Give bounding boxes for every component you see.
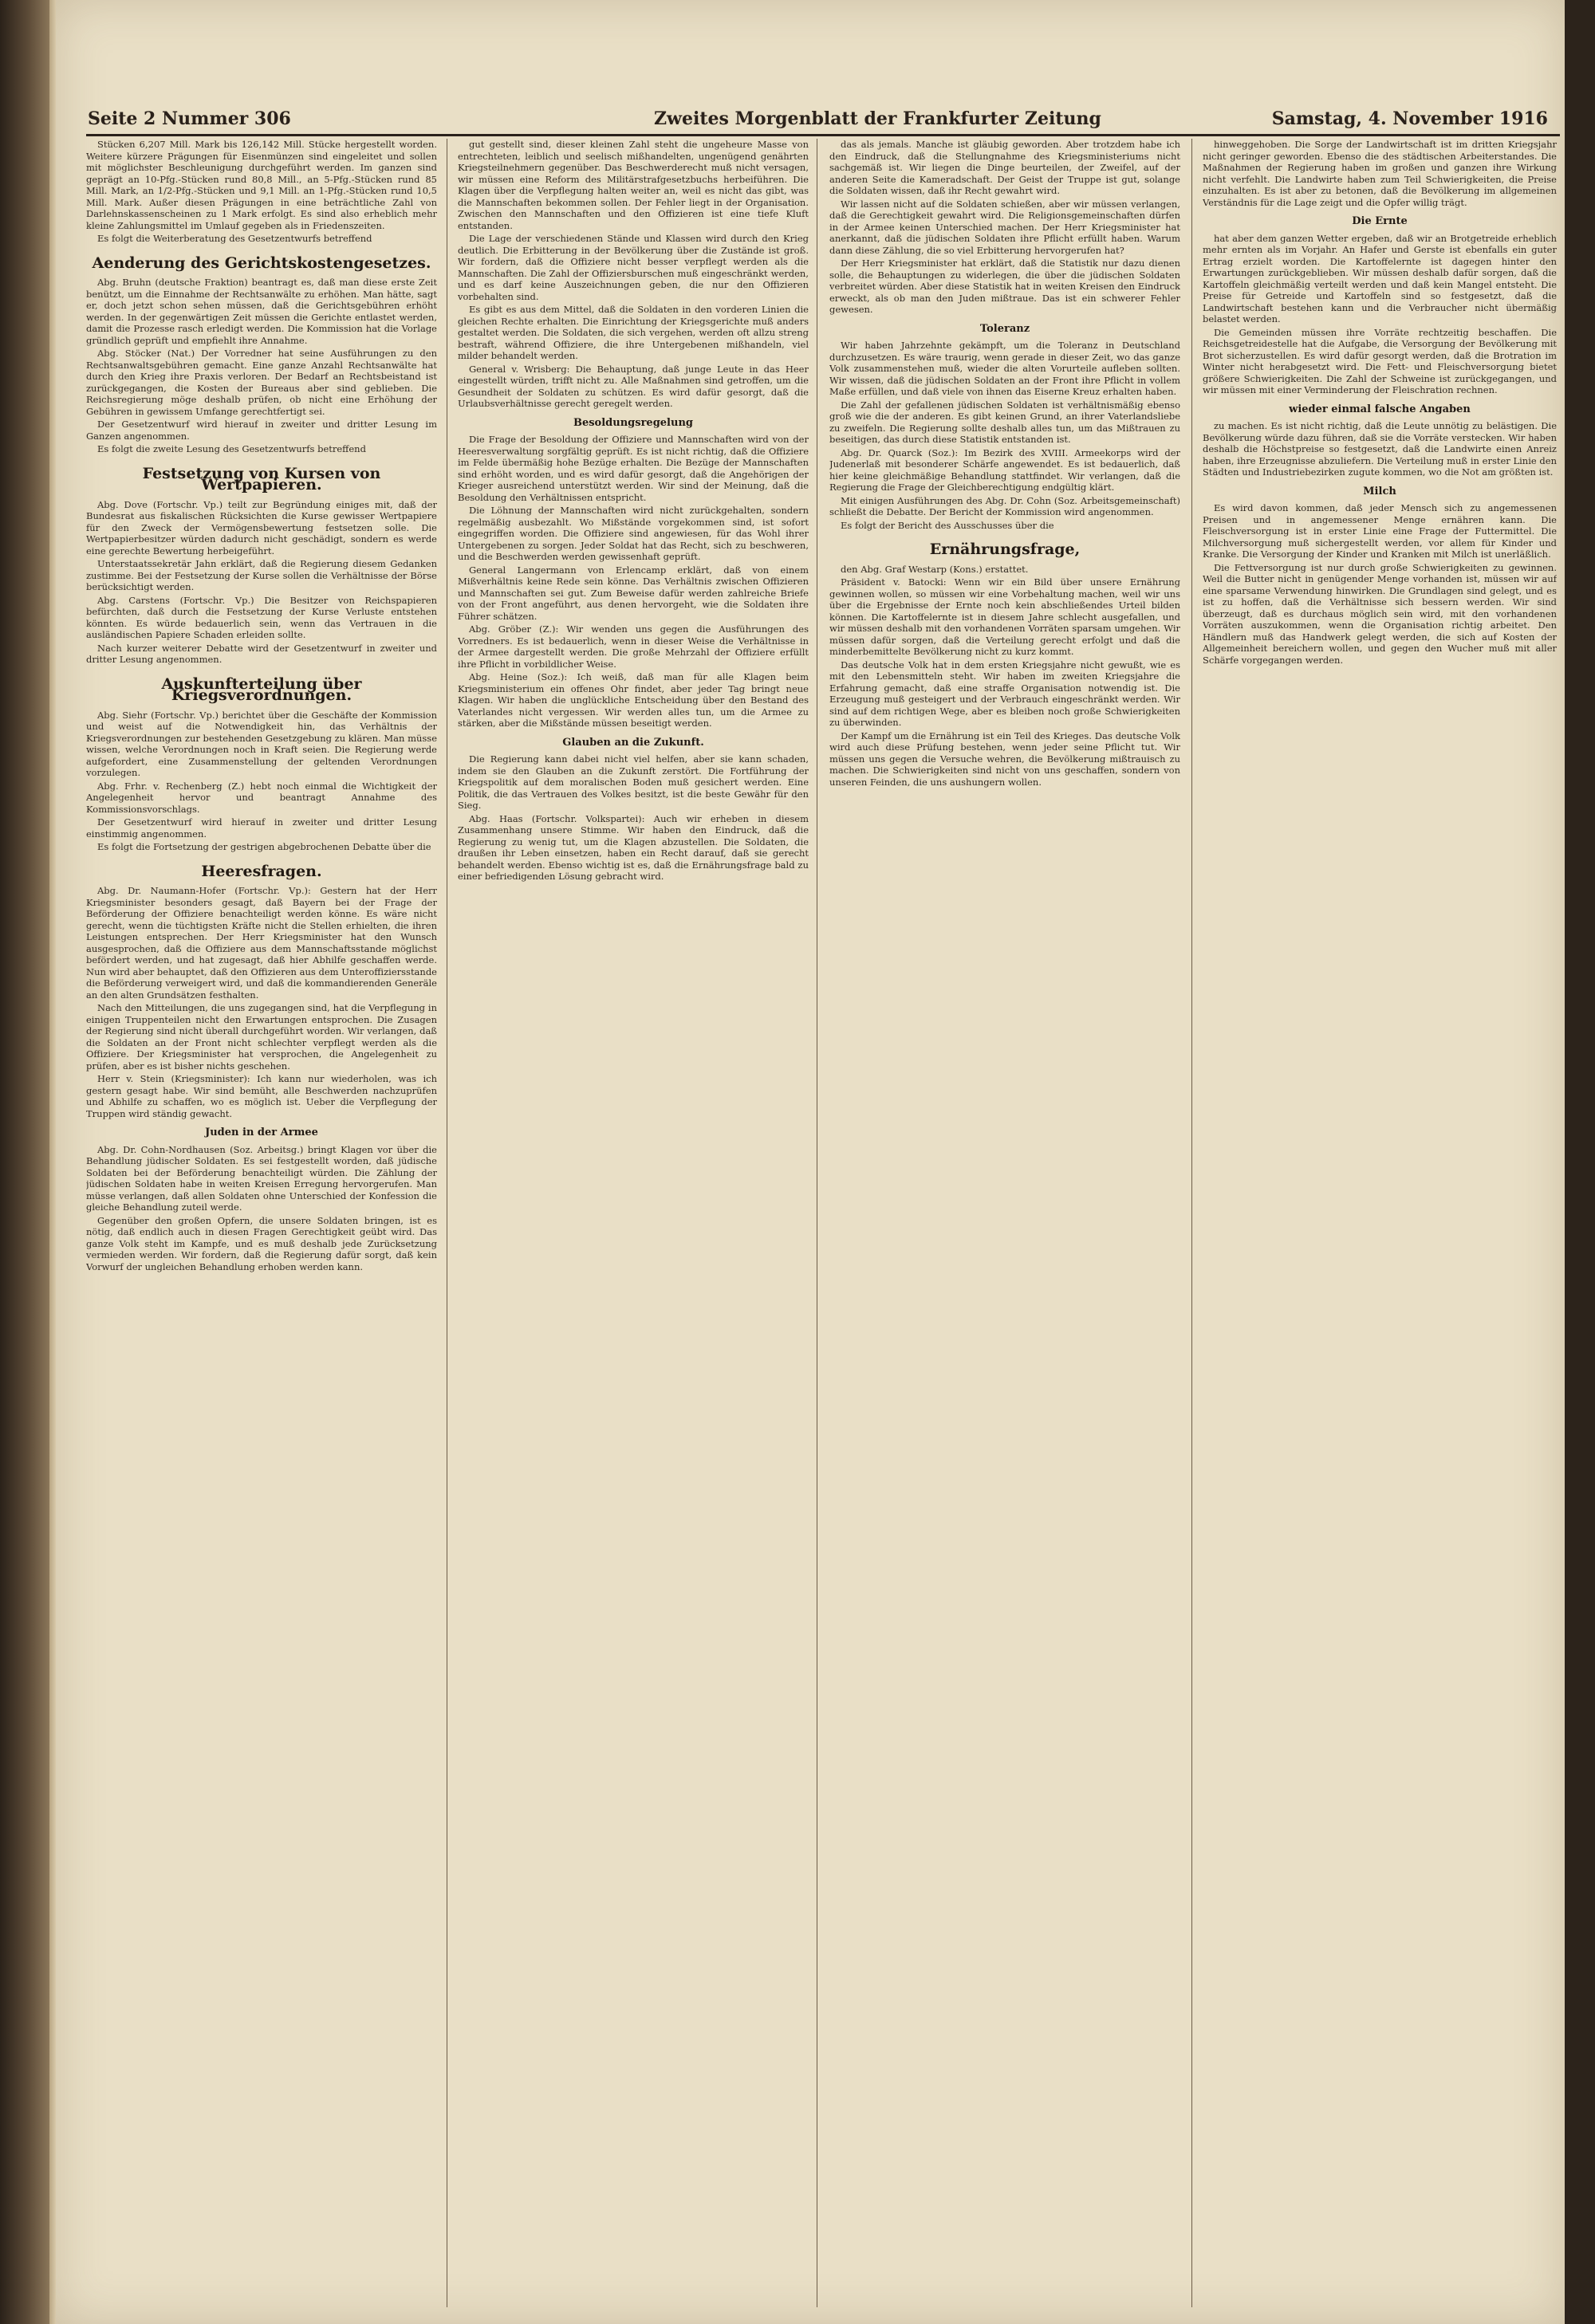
article-paragraph: Abg. Dr. Naumann-Hofer (Fortschr. Vp.): Gestern hat der Herr Kriegsminister besonders gesagt, daß Bayern bei der Frage der Beförderung der Offiziere benachteiligt werden könne. Es wäre nicht gerecht, wenn die tüchtigsten Kräfte nicht die Stellen erhielten, die ihren Leistungen entsprechen. Der Herr Kriegsminister hat den Wunsch ausgesprochen, daß die Offiziere aus dem Mannschaftsstande möglichst befördert werden, und hat zugesagt, daß hier Abhilfe geschaffen werde. Nun wird aber behauptet, daß den Offizieren aus dem Unteroffiziersstande die Beförderung verweigert wird, und daß die kommandierenden Generäle an den alten Grundsätzen festhalten. bbox=[86, 885, 437, 1001]
article-paragraph: Es folgt die Fortsetzung der gestrigen abgebrochenen Debatte über die bbox=[97, 841, 431, 852]
article-paragraph: Das deutsche Volk hat in dem ersten Kriegsjahre nicht gewußt, wie es mit den Lebensmitteln steht. Wir haben im zweiten Kriegsjahre die Erfahrung gemacht, daß eine straffe Organisation notwendig ist. Die Erzeugung muß gesteigert und der Verbrauch eingeschränkt werden. Wir sind auf dem richtigen Wege, aber es bleiben noch große Schwierigkeiten zu überwinden. bbox=[829, 659, 1180, 728]
article-paragraph: Wir haben Jahrzehnte gekämpft, um die Toleranz in Deutschland durchzusetzen. Es wäre traurig, wenn gerade in dieser Zeit, wo das ganze Volk zusammenstehen muß, wieder die alten Vorurteile aufleben sollten. Wir wissen, daß die jüdischen Soldaten an der Front ihre Pflicht in vollem Maße erfüllen, und daß viele von ihnen das Eiserne Kreuz erhalten haben. bbox=[829, 340, 1180, 397]
article-paragraph: Abg. Stöcker (Nat.) Der Vorredner hat seine Ausführungen zu den Rechtsanwaltsgebühren gemacht. Eine ganze Anzahl Rechtsanwälte hat durch den Krieg ihre Praxis verloren. Der Bedarf an Rechtsbeistand ist zurückgegangen, die Kosten der Bureaus aber sind geblieben. Die Reichsregierung möge deshalb prüfen, ob nicht eine Erhöhung der Gebühren in gewissem Umfange gerechtfertigt sei. bbox=[86, 348, 437, 417]
article-paragraph: Abg. Dove (Fortschr. Vp.) teilt zur Begründung einiges mit, daß der Bundesrat aus fiskalischen Rücksichten die Kurse gewisser Wertpapiere für den Zweck der Vermögensbewertung festsetzen solle. Die Wertpapierbesitzer würden dadurch nicht geschädigt, sondern es werde eine gerechte Bewertung herbeigeführt. bbox=[86, 498, 437, 556]
spine-edge bbox=[49, 0, 56, 2324]
article-paragraph: Abg. Bruhn (deutsche Fraktion) beantragt es, daß man diese erste Zeit benützt, um die Einnahme der Rechtsanwälte zu erhöhen. Man hätte, sagt er, doch jetzt schon sehen müssen, daß die Gerichtsgebühren erhöht werden. In der gegenwärtigen Zeit müssen die Gerichte entlastet werden, damit die Prozesse rasch erledigt werden. Die Kommission hat die Vorlage gründlich geprüft und empfiehlt ihre Annahme. bbox=[86, 277, 437, 346]
article-paragraph: hinweggehoben. Die Sorge der Landwirtschaft ist im dritten Kriegsjahr nicht geringer geworden. Ebenso die des städtischen Arbeiterstandes. Die Maßnahmen der Regierung haben im großen und ganzen ihre Wirkung nicht verfehlt. Die Landwirte haben zum Teil Schwierigkeiten, die Preise einzuhalten. Es ist aber zu betonen, daß die Bevölkerung im allgemeinen Verständnis für die Lage zeigt und die Opfer willig trägt. bbox=[1203, 139, 1557, 208]
article-paragraph: Es folgt der Bericht des Ausschusses über die bbox=[841, 519, 1054, 531]
masthead-rule bbox=[86, 134, 1560, 136]
article-paragraph: Präsident v. Batocki: Wenn wir ein Bild über unsere Ernährung gewinnen wollen, so müssen wir eine Vorbehaltung machen, weil wir uns über die Ergebnisse der Ernte noch kein abschließendes Urteil bilden können. Die Kartoffelernte ist in diesem Jahre schlecht ausgefallen, und wir müssen deshalb mit den vorhandenen Vorräten sparsam umgehen. Wir müssen dafür sorgen, daß die Verteilung gerecht erfolgt und daß die minderbemittelte Bevölkerung nicht zu kurz kommt. bbox=[829, 576, 1180, 657]
article-paragraph: Es folgt die zweite Lesung des Gesetzentwurfs betreffend bbox=[97, 443, 366, 454]
subsection-heading: wieder einmal falsche Angaben bbox=[1289, 403, 1471, 415]
column-1 bbox=[86, 139, 437, 2307]
article-paragraph: zu machen. Es ist nicht richtig, daß die Leute unnötig zu belästigen. Die Bevölkerung würde dazu führen, daß sie die Vorräte verstecken. Wir haben deshalb die Höchstpreise so festgesetzt, daß die Landwirte einen Anreiz haben, ihre Erzeugnisse abzuliefern. Die Verteilung muß in erster Linie den Städten und Industriebezirken zugute kommen, wo die Not am größten ist. bbox=[1203, 420, 1557, 478]
section-heading: Festsetzung von Kursen von Wertpapieren. bbox=[142, 464, 381, 494]
subsection-heading: Milch bbox=[1363, 485, 1396, 497]
article-paragraph: Abg. Siehr (Fortschr. Vp.) berichtet über die Geschäfte der Kommission und weist auf die Notwendigkeit hin, das Verhältnis der Kriegsverordnungen zur bestehenden Gesetzgebung zu klären. Man müsse wissen, welche Verordnungen noch in Kraft seien. Die Regierung werde aufgefordert, eine Zusammenstellung der geltenden Verordnungen vorzulegen. bbox=[86, 709, 437, 778]
subsection-heading: Juden in der Armee bbox=[205, 1127, 318, 1138]
right-edge-band bbox=[1565, 0, 1595, 2324]
article-paragraph: General Langermann von Erlencamp erklärt, daß von einem Mißverhältnis keine Rede sein könne. Das Verhältnis zwischen Offizieren und Mannschaften sei gut. Zum Beweise dafür werden zahlreiche Briefe von der Front angeführt, aus denen hervorgeht, wie die Soldaten ihre Führer schätzen. bbox=[458, 564, 809, 622]
article-paragraph: das als jemals. Manche ist gläubig geworden. Aber trotzdem habe ich den Eindruck, daß die Stellungnahme des Kriegsministeriums nicht sachgemäß ist. Wir liegen die Dinge beurteilen, der Zweifel, auf der anderen Seite die Kameradschaft. Der Geist der Truppe ist gut, solange die Soldaten wissen, daß ihr Recht gewahrt wird. bbox=[829, 139, 1180, 196]
book-spine bbox=[0, 0, 49, 2324]
article-paragraph: Herr v. Stein (Kriegsminister): Ich kann nur wiederholen, was ich gestern gesagt habe. Wir sind bemüht, alle Beschwerden nachzuprüfen und Abhilfe zu schaffen, wo es möglich ist. Ueber die Verpflegung der Truppen wird ständig gewacht. bbox=[86, 1073, 437, 1119]
column-2 bbox=[458, 139, 809, 2307]
article-paragraph: Unterstaatssekretär Jahn erklärt, daß die Regierung diesem Gedanken zustimme. Bei der Festsetzung der Kurse sollen die Verhältnisse der Börse berücksichtigt werden. bbox=[86, 558, 437, 592]
subsection-heading: Glauben an die Zukunft. bbox=[562, 736, 704, 749]
article-paragraph: General v. Wrisberg: Die Behauptung, daß junge Leute in das Heer eingestellt würden, trifft nicht zu. Alle Maßnahmen sind getroffen, um die Gesundheit der Soldaten zu schützen. Es wird dafür gesorgt, daß die Urlaubsverhältnisse gerecht geregelt werden. bbox=[458, 363, 809, 409]
article-paragraph: Die Zahl der gefallenen jüdischen Soldaten ist verhältnismäßig ebenso groß wie die der anderen. Es gibt keinen Grund, an ihrer Vaterlandsliebe zu zweifeln. Die Regierung sollte deshalb alles tun, um das Mißtrauen zu beseitigen, das durch diese Statistik entstanden ist. bbox=[829, 399, 1180, 445]
article-paragraph: Abg. Haas (Fortschr. Volkspartei): Auch wir erheben in diesem Zusammenhang unsere Stimme. Wir haben den Eindruck, daß die Regierung zu wenig tut, um die Klagen abzustellen. Die Soldaten, die draußen ihr Leben einsetzen, haben ein Recht darauf, daß sie gerecht behandelt werden. Ebenso wichtig ist es, daß die Ernährungsfrage bald zu einer befriedigenden Lösung gebracht wird. bbox=[458, 812, 809, 882]
section-heading: Auskunfterteilung über Kriegsverordnungen. bbox=[161, 674, 362, 704]
section-heading: Heeresfragen. bbox=[201, 862, 322, 880]
subsection-heading: Die Ernte bbox=[1352, 215, 1408, 227]
article-paragraph: Mit einigen Ausführungen des Abg. Dr. Cohn (Soz. Arbeitsgemeinschaft) schließt die Debatte. Der Bericht der Kommission wird angenommen. bbox=[829, 494, 1180, 517]
article-paragraph: Abg. Dr. Quarck (Soz.): Im Bezirk des XVIII. Armeekorps wird der Judenerlaß mit besonderer Schärfe angewendet. Es ist bedauerlich, daß hier keine gleichmäßige Behandlung stattfindet. Wir verlangen, daß die Regierung die Frage der Gleichberechtigung endgültig klärt. bbox=[829, 446, 1180, 493]
subsection-heading: Toleranz bbox=[979, 322, 1030, 335]
article-paragraph: Die Frage der Besoldung der Offiziere und Mannschaften wird von der Heeresverwaltung sorgfältig geprüft. Es ist nicht richtig, daß die Offiziere im Felde übermäßig hohe Bezüge erhalten. Die Bezüge der Mannschaften sind erhöht worden, und es wird dafür gesorgt, daß die Angehörigen der Krieger ausreichend unterstützt werden. Wir sind der Meinung, daß die Besoldung den Verhältnissen entspricht. bbox=[458, 434, 809, 503]
column-3 bbox=[829, 139, 1180, 2307]
article-paragraph: den Abg. Graf Westarp (Kons.) erstattet. bbox=[841, 563, 1029, 575]
article-paragraph: Die Gemeinden müssen ihre Vorräte rechtzeitig beschaffen. Die Reichsgetreidestelle hat die Aufgabe, die Versorgung der Bevölkerung mit Brot sicherzustellen. Es wird dafür gesorgt werden, daß die Brotration im Winter nicht herabgesetzt wird. Die Fett- und Fleischversorgung bietet größere Schwierigkeiten. Die Zahl der Schweine ist zurückgegangen, und wir müssen mit einer Verminderung der Fleischration rechnen. bbox=[1203, 326, 1557, 395]
article-paragraph: Der Gesetzentwurf wird hierauf in zweiter und dritter Lesung im Ganzen angenommen. bbox=[86, 419, 437, 442]
article-paragraph: Stücken 6,207 Mill. Mark bis 126,142 Mill. Stücke hergestellt worden. Weitere kürzere Prägungen für Eisenmünzen sind eingeleitet und sollen mit möglichster Beschleunigung durchgeführt werden. Im ganzen sind geprägt an 10-Pfg.-Stücken rund 80,8 Mill., an 5-Pfg.-Stücken rund 85 Mill. Mark, an 1/2-Pfg.-Stücken und 9,1 Mill. an 1-Pfg.-Stücken rund 10,5 Mill. Mark. Außer diesen Prägungen in eine beträchtliche Zahl von Darlehnskassenscheinen zu 1 Mark erfolgt. Es sind also erheblich mehr kleine Zahlungsmittel im Umlauf gegeben als in Friedenszeiten. bbox=[86, 139, 437, 231]
article-paragraph: Der Kampf um die Ernährung ist ein Teil des Krieges. Das deutsche Volk wird auch diese Prüfung bestehen, wenn jeder seine Pflicht tut. Wir müssen uns gegen die Versuche wehren, die Bevölkerung mißtrauisch zu machen. Die Schwierigkeiten sind nicht von uns geschaffen, sondern von unseren Feinden, die uns aushungern wollen. bbox=[829, 729, 1180, 788]
article-paragraph: Die Fettversorgung ist nur durch große Schwierigkeiten zu gewinnen. Weil die Butter nicht in genügender Menge vorhanden ist, müssen wir auf eine sparsame Verwendung hinwirken. Die Grundlagen sind gelegt, und es ist zu hoffen, daß die Verhältnisse sich bessern werden. Wir sind überzeugt, daß es durchaus möglich sein wird, mit den vorhandenen Vorräten auszukommen, wenn die Organisation richtig arbeitet. Den Händlern muß das Handwerk gelegt werden, die sich auf Kosten der Allgemeinheit bereichern wollen, und gegen den Wucher muß mit aller Schärfe vorgegangen werden. bbox=[1203, 561, 1557, 666]
masthead bbox=[72, 105, 1559, 132]
column-rule bbox=[1191, 139, 1192, 2307]
article-paragraph: Abg. Heine (Soz.): Ich weiß, daß man für alle Klagen beim Kriegsministerium ein offenes Ohr findet, aber jeder Tag bringt neue Klagen. Wir haben die unglückliche Entscheidung über den Bestand des Vaterlandes nicht vergessen. Wir werden alles tun, um die Armee zu stärken, aber die Mißstände müssen beseitigt werden. bbox=[458, 671, 809, 729]
newspaper-title: Zweites Morgenblatt der Frankfurter Zeitung bbox=[654, 108, 1101, 129]
article-paragraph: Abg. Gröber (Z.): Wir wenden uns gegen die Ausführungen des Vorredners. Es ist bedauerlich, wenn in dieser Weise die Verhältnisse in der Armee dargestellt werden. Die große Mehrzahl der Offiziere erfüllt ihre Pflicht in vorbildlicher Weise. bbox=[458, 623, 809, 670]
article-paragraph: gut gestellt sind, dieser kleinen Zahl steht die ungeheure Masse von entrechteten, leiblich und seelisch mißhandelten, ungenügend genährten Kriegsteilnehmern gegenüber. Das Beschwerderecht muß nicht versagen, wir müssen eine Reform des Militärstrafgesetzbuchs herbeiführen. Die Klagen über die Verpflegung halten weiter an, weil es nicht das gibt, was die Mannschaften bekommen sollen. Der Fehler liegt in der Organisation. Zwischen den Mannschaften und den Offizieren ist eine tiefe Kluft entstanden. bbox=[458, 139, 809, 231]
article-paragraph: Wir lassen nicht auf die Soldaten schießen, aber wir müssen verlangen, daß die Gerechtigkeit gewahrt wird. Die Religionsgemeinschaften dürfen in der Armee keinen Unterschied machen. Der Herr Kriegsminister hat anerkannt, daß die jüdischen Soldaten ihre Pflicht erfüllt haben. Warum dann diese Zählung, die so viel Erbitterung hervorgerufen hat? bbox=[829, 198, 1180, 256]
article-paragraph: Abg. Carstens (Fortschr. Vp.) Die Besitzer von Reichspapieren befürchten, daß durch die Festsetzung der Kurse Verluste entstehen könnten. Es würde bedauerlich sein, wenn das Vertrauen in die ausländischen Papiere Schaden erleiden sollte. bbox=[86, 594, 437, 640]
section-heading: Ernährungsfrage, bbox=[929, 541, 1081, 558]
article-paragraph: Es folgt die Weiterberatung des Gesetzentwurfs betreffend bbox=[97, 233, 372, 244]
article-paragraph: Es wird davon kommen, daß jeder Mensch sich zu angemessenen Preisen und in angemessener Menge ernähren kann. Die Fleischversorgung ist in erster Linie eine Frage der Futtermittel. Die Milchversorgung muß sichergestellt werden, vor allem für Kinder und Kranke. Die Versorgung der Kinder und Kranken mit Milch ist unerläßlich. bbox=[1203, 502, 1557, 560]
article-paragraph: Der Herr Kriegsminister hat erklärt, daß die Statistik nur dazu dienen solle, die Behauptungen zu widerlegen, die über die jüdischen Soldaten verbreitet würden. Aber diese Statistik hat in weiten Kreisen den Eindruck erweckt, als ob man den Juden mißtraue. Das ist ein schwerer Fehler gewesen. bbox=[829, 258, 1180, 315]
article-paragraph: Nach den Mitteilungen, die uns zugegangen sind, hat die Verpflegung in einigen Truppenteilen nicht den Erwartungen entsprochen. Die Zusagen der Regierung sind nicht überall durchgeführt worden. Wir verlangen, daß die Soldaten an der Front nicht schlechter verpflegt werden als die Offiziere. Der Kriegsminister hat versprochen, die Angelegenheit zu prüfen, aber es ist bisher nichts geschehen. bbox=[86, 1002, 437, 1072]
article-paragraph: Die Lage der verschiedenen Stände und Klassen wird durch den Krieg deutlich. Die Erbitterung in der Bevölkerung über die Zustände ist groß. Wir fordern, daß die Offiziere nicht besser verpflegt werden als die Mannschaften. Die Zahl der Offiziersburschen muß eingeschränkt werden, und es darf keine Auszeichnungen geben, die nur den Offizieren vorbehalten sind. bbox=[458, 233, 809, 302]
article-paragraph: Der Gesetzentwurf wird hierauf in zweiter und dritter Lesung einstimmig angenommen. bbox=[86, 816, 437, 840]
article-paragraph: Nach kurzer weiterer Debatte wird der Gesetzentwurf in zweiter und dritter Lesung angenommen. bbox=[86, 642, 437, 665]
article-paragraph: Abg. Frhr. v. Rechenberg (Z.) hebt noch einmal die Wichtigkeit der Angelegenheit hervor und beantragt Annahme des Kommissionsvorschlags. bbox=[86, 780, 437, 815]
article-paragraph: Die Regierung kann dabei nicht viel helfen, aber sie kann schaden, indem sie den Glauben an die Zukunft zerstört. Die Fortführung der Kriegspolitik auf dem moralischen Boden muß gesichert werden. Eine Politik, die das Vertrauen des Volkes besitzt, ist die beste Gewähr für den Sieg. bbox=[458, 753, 809, 811]
column-4 bbox=[1203, 139, 1557, 2307]
subsection-heading: Besoldungsregelung bbox=[573, 416, 693, 429]
article-paragraph: hat aber dem ganzen Wetter ergeben, daß wir an Brotgetreide erheblich mehr ernten als im Vorjahr. An Hafer und Gerste ist ebenfalls ein guter Ertrag erzielt worden. Die Kartoffelernte ist dagegen hinter den Erwartungen zurückgeblieben. Wir müssen deshalb dafür sorgen, daß die Kartoffeln gleichmäßig verteilt werden und daß kein Mangel entsteht. Die Preise für Getreide und Kartoffeln sind so festgesetzt, daß die Landwirtschaft bestehen kann und die Verbraucher nicht übermäßig belastet werden. bbox=[1203, 232, 1557, 324]
article-paragraph: Abg. Dr. Cohn-Nordhausen (Soz. Arbeitsg.) bringt Klagen vor über die Behandlung jüdischer Soldaten. Es sei festgestellt worden, daß jüdische Soldaten bei der Beförderung benachteiligt würden. Die Zählung der jüdischen Soldaten habe in weiten Kreisen Erregung hervorgerufen. Man müsse verlangen, daß allen Soldaten ohne Unterschied der Konfession die gleiche Behandlung zuteil werde. bbox=[86, 1143, 437, 1213]
article-paragraph: Es gibt es aus dem Mittel, daß die Soldaten in den vorderen Linien die gleichen Rechte erhalten. Die Einrichtung der Kriegsgerichte muß anders gestaltet werden. Die Soldaten, die sich vergehen, werden oft allzu streng bestraft, während Offiziere, die ihre Untergebenen mißhandeln, viel milder behandelt werden. bbox=[458, 304, 809, 361]
page-number: Seite 2 Nummer 306 bbox=[88, 108, 291, 129]
article-paragraph: Gegenüber den großen Opfern, die unsere Soldaten bringen, ist es nötig, daß endlich auch in diesen Fragen Gerechtigkeit geübt wird. Das ganze Volk steht im Kampfe, und es muß deshalb jede Zurücksetzung vermieden werden. Wir fordern, daß die Regierung dafür sorgt, daß kein Vorwurf der ungleichen Behandlung erhoben werden kann. bbox=[86, 1214, 437, 1272]
section-heading: Aenderung des Gerichtskostengesetzes. bbox=[92, 254, 431, 272]
article-paragraph: Die Löhnung der Mannschaften wird nicht zurückgehalten, sondern regelmäßig ausbezahlt. Wo Mißstände vorgekommen sind, ist sofort eingegriffen worden. Die Offiziere sind angewiesen, für das Wohl ihrer Untergebenen zu sorgen. Jeder Soldat hat das Recht, sich zu beschweren, und die Beschwerden werden gewissenhaft geprüft. bbox=[458, 505, 809, 562]
issue-date: Samstag, 4. November 1916 bbox=[1271, 108, 1548, 129]
